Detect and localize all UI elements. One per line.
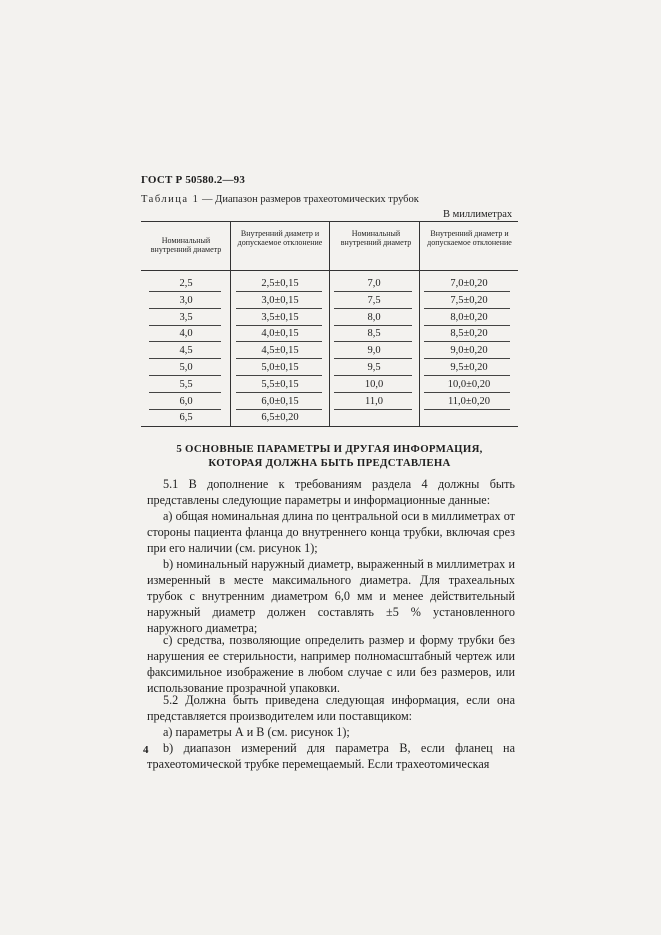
table-column-divider — [419, 221, 420, 427]
table-cell: 6,0±0,15 — [261, 395, 299, 407]
table-cell: 2,5±0,15 — [261, 278, 299, 289]
table-cell: 5,5±0,15 — [261, 378, 299, 390]
table-cell: 6,5 — [179, 412, 193, 424]
table-header-cell: Внутренний диаметр и допускаемое отклонение — [427, 229, 512, 247]
size-range-table — [141, 221, 518, 427]
table-row-underline — [424, 409, 510, 410]
table-cell: 4,5 — [179, 345, 193, 357]
table-caption-text: — Диапазон размеров трахеотомических трубок — [199, 194, 419, 205]
table-cell: 6,0 — [179, 395, 193, 407]
table-caption-label: Таблица 1 — [141, 194, 200, 205]
table-cell: 8,0 — [367, 311, 381, 323]
standard-code: ГОСТ Р 50580.2—93 — [141, 174, 246, 186]
section-title: КОТОРАЯ ДОЛЖНА БЫТЬ ПРЕДСТАВЛЕНА — [208, 457, 451, 469]
table-cell: 5,0 — [179, 362, 193, 373]
table-column-divider — [329, 221, 330, 427]
table-cell: 7,5±0,20 — [450, 294, 488, 306]
table-cell: 6,5±0,20 — [261, 412, 299, 424]
table-cell: 7,0 — [367, 278, 381, 289]
table-cell: 7,5 — [367, 294, 381, 306]
table-cell: 9,0±0,20 — [450, 345, 488, 357]
table-column-divider — [230, 221, 231, 427]
paragraph: 5.2 Должна быть приведена следующая информация, если она представляется производителем или поставщиком: — [147, 693, 515, 723]
table-cell: 2,5 — [179, 278, 193, 289]
table-cell: 9,5 — [367, 362, 381, 373]
table-cell: 10,0±0,20 — [447, 378, 491, 390]
table-cell: 5,5 — [179, 378, 193, 390]
table-header-cell: Номинальный внутренний диаметр — [150, 236, 222, 254]
table-cell: 4,0 — [179, 328, 193, 340]
table-cell: 5,0±0,15 — [261, 362, 299, 373]
table-cell: 9,0 — [367, 345, 381, 357]
table-cell: 4,0±0,15 — [261, 328, 299, 340]
table-header-cell: Номинальный внутренний диаметр — [340, 229, 412, 247]
table-caption — [141, 194, 419, 205]
page-number: 4 — [143, 744, 149, 756]
table-cell: 9,5±0,20 — [450, 362, 488, 373]
table-cell: 11,0±0,20 — [447, 395, 491, 407]
paragraph: с) средства, позволяющие определить размер и форму трубки без нарушения ее стерильности, например полномасштабный чертеж или факсимильное изображение в любом случае с или без размеров, или использование прозрачной упаковки. — [147, 633, 515, 695]
section-title: 5 ОСНОВНЫЕ ПАРАМЕТРЫ И ДРУГАЯ ИНФОРМАЦИЯ, — [176, 443, 483, 455]
table-cell: 8,5 — [367, 328, 381, 340]
table-cell: 8,5±0,20 — [450, 328, 488, 340]
paragraph: а) параметры А и В (см. рисунок 1); — [163, 725, 350, 739]
table-units: В миллиметрах — [443, 209, 513, 220]
table-cell: 3,0 — [179, 294, 193, 306]
table-cell: 3,0±0,15 — [261, 294, 299, 306]
table-cell: 3,5 — [179, 311, 193, 323]
table-cell: 10,0 — [364, 378, 384, 390]
paragraph: а) общая номинальная длина по центральной оси в миллиметрах от стороны пациента фланца до внутреннего конца трубки, включая срез при его наличии (см. рисунок 1); — [147, 509, 515, 555]
paragraph: b) диапазон измерений для параметра В, если фланец на трахеотомической трубке перемещаемый. Если трахеотомическая — [147, 741, 515, 771]
paragraph: b) номинальный наружный диаметр, выраженный в миллиметрах и измеренный в месте максимального диаметра. Для трахеальных трубок с внутренним диаметром 6,0 мм и менее действительный наружный диаметр должен составлять ±5 % установленного наружного диаметра; — [147, 557, 515, 635]
table-cell: 3,5±0,15 — [261, 311, 299, 323]
table-cell: 8,0±0,20 — [450, 311, 488, 323]
paragraph: 5.1 В дополнение к требованиям раздела 4 должны быть представлены следующие параметры и информационные данные: — [147, 477, 515, 507]
table-cell: 11,0 — [365, 395, 383, 407]
table-header-cell: Внутренний диаметр и допускаемое отклонение — [237, 229, 323, 247]
table-row-underline — [334, 409, 412, 410]
table-cell: 7,0±0,20 — [450, 278, 488, 289]
table-cell: 4,5±0,15 — [261, 345, 299, 357]
